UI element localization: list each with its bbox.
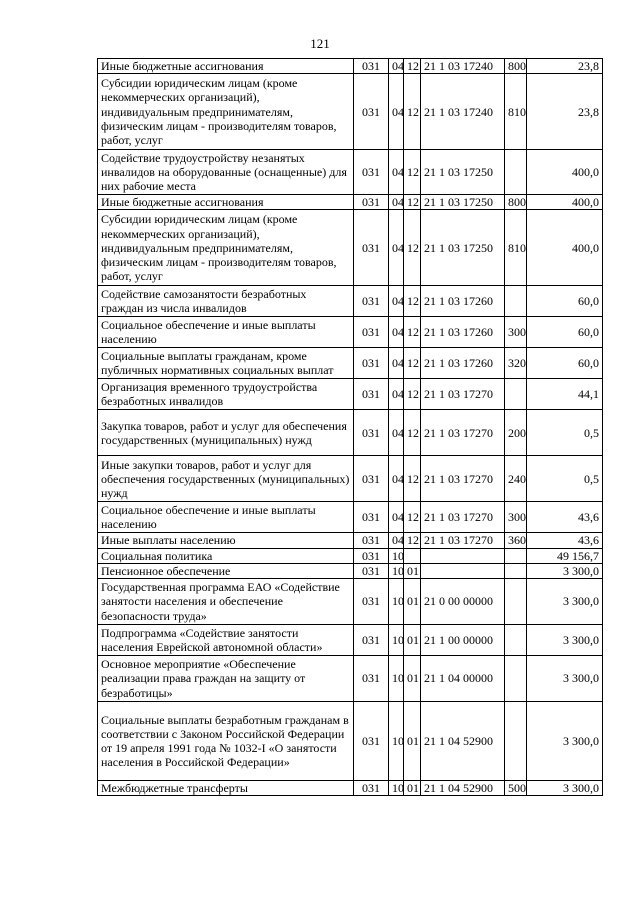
row-target-article-cell: 21 1 03 17240 bbox=[421, 59, 505, 74]
row-name-cell: Субсидии юридическим лицам (кроме некоммерческих организаций), индивидуальным предпринимателям, физическим лицам - производителям товаров, работ, услуг bbox=[98, 74, 354, 150]
row-target-article-cell: 21 1 03 17270 bbox=[421, 456, 505, 502]
budget-table bbox=[97, 58, 603, 796]
row-ved-cell: 031 bbox=[354, 702, 389, 781]
row-sum-cell: 43,6 bbox=[527, 502, 603, 533]
row-subsection-cell: 12 bbox=[404, 317, 421, 348]
row-sum-cell: 3 300,0 bbox=[527, 563, 603, 578]
row-sum-cell: 44,1 bbox=[527, 379, 603, 410]
row-section-cell: 04 bbox=[389, 59, 404, 74]
row-sum-cell: 43,6 bbox=[527, 533, 603, 548]
row-expense-type-cell: 200 bbox=[505, 410, 527, 456]
row-expense-type-cell bbox=[505, 563, 527, 578]
row-name-cell: Иные закупки товаров, работ и услуг для обеспечения государственных (муниципальных) нужд bbox=[98, 456, 354, 502]
row-ved-cell: 031 bbox=[354, 548, 389, 563]
row-section-cell: 04 bbox=[389, 348, 404, 379]
row-subsection-cell: 01 bbox=[404, 563, 421, 578]
row-target-article-cell: 21 1 04 52900 bbox=[421, 781, 505, 796]
row-ved-cell: 031 bbox=[354, 286, 389, 317]
row-section-cell: 10 bbox=[389, 548, 404, 563]
row-sum-cell: 23,8 bbox=[527, 59, 603, 74]
row-ved-cell: 031 bbox=[354, 410, 389, 456]
row-name-cell: Социальные выплаты гражданам, кроме публичных нормативных социальных выплат bbox=[98, 348, 354, 379]
row-sum-cell: 3 300,0 bbox=[527, 656, 603, 702]
row-subsection-cell: 12 bbox=[404, 348, 421, 379]
row-expense-type-cell: 240 bbox=[505, 456, 527, 502]
row-ved-cell: 031 bbox=[354, 74, 389, 150]
table-row bbox=[98, 656, 603, 702]
page-number: 121 bbox=[310, 36, 330, 51]
row-target-article-cell: 21 1 03 17270 bbox=[421, 502, 505, 533]
row-ved-cell: 031 bbox=[354, 317, 389, 348]
row-sum-cell: 60,0 bbox=[527, 286, 603, 317]
row-ved-cell: 031 bbox=[354, 502, 389, 533]
row-expense-type-cell: 800 bbox=[505, 59, 527, 74]
row-subsection-cell: 12 bbox=[404, 210, 421, 286]
row-expense-type-cell: 800 bbox=[505, 195, 527, 210]
row-section-cell: 04 bbox=[389, 286, 404, 317]
row-expense-type-cell: 810 bbox=[505, 74, 527, 150]
row-sum-cell: 3 300,0 bbox=[527, 781, 603, 796]
row-section-cell: 04 bbox=[389, 150, 404, 195]
row-target-article-cell: 21 1 03 17250 bbox=[421, 195, 505, 210]
row-expense-type-cell bbox=[505, 702, 527, 781]
row-sum-cell: 3 300,0 bbox=[527, 702, 603, 781]
row-subsection-cell: 01 bbox=[404, 702, 421, 781]
row-subsection-cell: 12 bbox=[404, 195, 421, 210]
row-target-article-cell: 21 1 00 00000 bbox=[421, 625, 505, 656]
row-target-article-cell: 21 1 03 17250 bbox=[421, 210, 505, 286]
row-name-cell: Иные бюджетные ассигнования bbox=[98, 195, 354, 210]
row-expense-type-cell: 360 bbox=[505, 533, 527, 548]
row-target-article-cell: 21 1 03 17270 bbox=[421, 410, 505, 456]
row-name-cell: Иные выплаты населению bbox=[98, 533, 354, 548]
row-name-cell: Межбюджетные трансферты bbox=[98, 781, 354, 796]
table-row bbox=[98, 625, 603, 656]
table-row bbox=[98, 286, 603, 317]
table-row bbox=[98, 150, 603, 195]
row-section-cell: 04 bbox=[389, 456, 404, 502]
row-subsection-cell: 01 bbox=[404, 781, 421, 796]
row-expense-type-cell bbox=[505, 656, 527, 702]
row-target-article-cell: 21 1 03 17260 bbox=[421, 286, 505, 317]
table-row bbox=[98, 195, 603, 210]
row-target-article-cell: 21 1 03 17250 bbox=[421, 150, 505, 195]
row-sum-cell: 60,0 bbox=[527, 317, 603, 348]
row-subsection-cell: 01 bbox=[404, 579, 421, 625]
row-name-cell: Подпрограмма «Содействие занятости населения Еврейской автономной области» bbox=[98, 625, 354, 656]
table-row bbox=[98, 210, 603, 286]
row-name-cell: Субсидии юридическим лицам (кроме некоммерческих организаций), индивидуальным предпринимателям, физическим лицам - производителям товаров, работ, услуг bbox=[98, 210, 354, 286]
row-section-cell: 04 bbox=[389, 195, 404, 210]
row-name-cell: Содействие трудоустройству незанятых инвалидов на оборудованные (оснащенные) для них рабочие места bbox=[98, 150, 354, 195]
table-row bbox=[98, 379, 603, 410]
row-name-cell: Социальное обеспечение и иные выплаты населению bbox=[98, 317, 354, 348]
row-ved-cell: 031 bbox=[354, 195, 389, 210]
row-name-cell: Содействие самозанятости безработных граждан из числа инвалидов bbox=[98, 286, 354, 317]
row-section-cell: 04 bbox=[389, 533, 404, 548]
row-sum-cell: 3 300,0 bbox=[527, 579, 603, 625]
row-sum-cell: 400,0 bbox=[527, 150, 603, 195]
table-row bbox=[98, 59, 603, 74]
table-row bbox=[98, 563, 603, 578]
row-subsection-cell: 01 bbox=[404, 656, 421, 702]
table-row bbox=[98, 702, 603, 781]
row-sum-cell: 0,5 bbox=[527, 456, 603, 502]
row-target-article-cell bbox=[421, 563, 505, 578]
row-sum-cell: 49 156,7 bbox=[527, 548, 603, 563]
row-ved-cell: 031 bbox=[354, 563, 389, 578]
row-ved-cell: 031 bbox=[354, 781, 389, 796]
row-expense-type-cell: 300 bbox=[505, 317, 527, 348]
row-subsection-cell: 12 bbox=[404, 286, 421, 317]
row-target-article-cell: 21 1 03 17260 bbox=[421, 317, 505, 348]
row-name-cell: Социальная политика bbox=[98, 548, 354, 563]
row-target-article-cell: 21 1 04 00000 bbox=[421, 656, 505, 702]
row-target-article-cell: 21 0 00 00000 bbox=[421, 579, 505, 625]
row-target-article-cell: 21 1 04 52900 bbox=[421, 702, 505, 781]
row-section-cell: 10 bbox=[389, 625, 404, 656]
row-expense-type-cell bbox=[505, 579, 527, 625]
row-section-cell: 04 bbox=[389, 74, 404, 150]
row-section-cell: 10 bbox=[389, 563, 404, 578]
row-name-cell: Организация временного трудоустройства безработных инвалидов bbox=[98, 379, 354, 410]
table-row bbox=[98, 781, 603, 796]
row-expense-type-cell: 300 bbox=[505, 502, 527, 533]
row-ved-cell: 031 bbox=[354, 379, 389, 410]
row-ved-cell: 031 bbox=[354, 59, 389, 74]
row-subsection-cell: 12 bbox=[404, 74, 421, 150]
table-row bbox=[98, 74, 603, 150]
row-expense-type-cell bbox=[505, 548, 527, 563]
row-subsection-cell: 12 bbox=[404, 59, 421, 74]
row-expense-type-cell bbox=[505, 150, 527, 195]
table-row bbox=[98, 456, 603, 502]
row-target-article-cell: 21 1 03 17270 bbox=[421, 533, 505, 548]
row-ved-cell: 031 bbox=[354, 210, 389, 286]
row-expense-type-cell: 320 bbox=[505, 348, 527, 379]
row-ved-cell: 031 bbox=[354, 625, 389, 656]
row-target-article-cell bbox=[421, 548, 505, 563]
table-row bbox=[98, 579, 603, 625]
row-section-cell: 10 bbox=[389, 579, 404, 625]
row-name-cell: Пенсионное обеспечение bbox=[98, 563, 354, 578]
row-section-cell: 04 bbox=[389, 410, 404, 456]
table-row bbox=[98, 548, 603, 563]
row-name-cell: Иные бюджетные ассигнования bbox=[98, 59, 354, 74]
row-target-article-cell: 21 1 03 17240 bbox=[421, 74, 505, 150]
table-row bbox=[98, 317, 603, 348]
row-section-cell: 04 bbox=[389, 317, 404, 348]
row-subsection-cell: 12 bbox=[404, 150, 421, 195]
row-subsection-cell: 12 bbox=[404, 410, 421, 456]
table-row bbox=[98, 502, 603, 533]
row-subsection-cell: 12 bbox=[404, 379, 421, 410]
row-section-cell: 10 bbox=[389, 781, 404, 796]
row-section-cell: 04 bbox=[389, 210, 404, 286]
row-expense-type-cell: 810 bbox=[505, 210, 527, 286]
row-target-article-cell: 21 1 03 17270 bbox=[421, 379, 505, 410]
row-section-cell: 10 bbox=[389, 702, 404, 781]
row-section-cell: 04 bbox=[389, 502, 404, 533]
table-row bbox=[98, 348, 603, 379]
row-section-cell: 10 bbox=[389, 656, 404, 702]
row-expense-type-cell: 500 bbox=[505, 781, 527, 796]
row-sum-cell: 0,5 bbox=[527, 410, 603, 456]
row-ved-cell: 031 bbox=[354, 533, 389, 548]
row-sum-cell: 60,0 bbox=[527, 348, 603, 379]
row-name-cell: Государственная программа ЕАО «Содействие занятости населения и обеспечение безопасности труда» bbox=[98, 579, 354, 625]
table-row bbox=[98, 410, 603, 456]
row-name-cell: Социальное обеспечение и иные выплаты населению bbox=[98, 502, 354, 533]
row-subsection-cell bbox=[404, 548, 421, 563]
row-ved-cell: 031 bbox=[354, 579, 389, 625]
row-subsection-cell: 12 bbox=[404, 502, 421, 533]
row-ved-cell: 031 bbox=[354, 456, 389, 502]
row-name-cell: Социальные выплаты безработным гражданам в соответствии с Законом Российской Федерации от 19 апреля 1991 года № 1032-I «О занятости населения в Российской Федерации» bbox=[98, 702, 354, 781]
row-expense-type-cell bbox=[505, 379, 527, 410]
row-name-cell: Основное мероприятие «Обеспечение реализации права граждан на защиту от безработицы» bbox=[98, 656, 354, 702]
row-ved-cell: 031 bbox=[354, 150, 389, 195]
row-target-article-cell: 21 1 03 17260 bbox=[421, 348, 505, 379]
row-sum-cell: 400,0 bbox=[527, 195, 603, 210]
table-row bbox=[98, 533, 603, 548]
row-subsection-cell: 12 bbox=[404, 533, 421, 548]
row-sum-cell: 3 300,0 bbox=[527, 625, 603, 656]
row-expense-type-cell bbox=[505, 625, 527, 656]
row-section-cell: 04 bbox=[389, 379, 404, 410]
row-ved-cell: 031 bbox=[354, 348, 389, 379]
row-subsection-cell: 01 bbox=[404, 625, 421, 656]
row-sum-cell: 23,8 bbox=[527, 74, 603, 150]
row-name-cell: Закупка товаров, работ и услуг для обеспечения государственных (муниципальных) нужд bbox=[98, 410, 354, 456]
row-expense-type-cell bbox=[505, 286, 527, 317]
row-sum-cell: 400,0 bbox=[527, 210, 603, 286]
row-subsection-cell: 12 bbox=[404, 456, 421, 502]
row-ved-cell: 031 bbox=[354, 656, 389, 702]
